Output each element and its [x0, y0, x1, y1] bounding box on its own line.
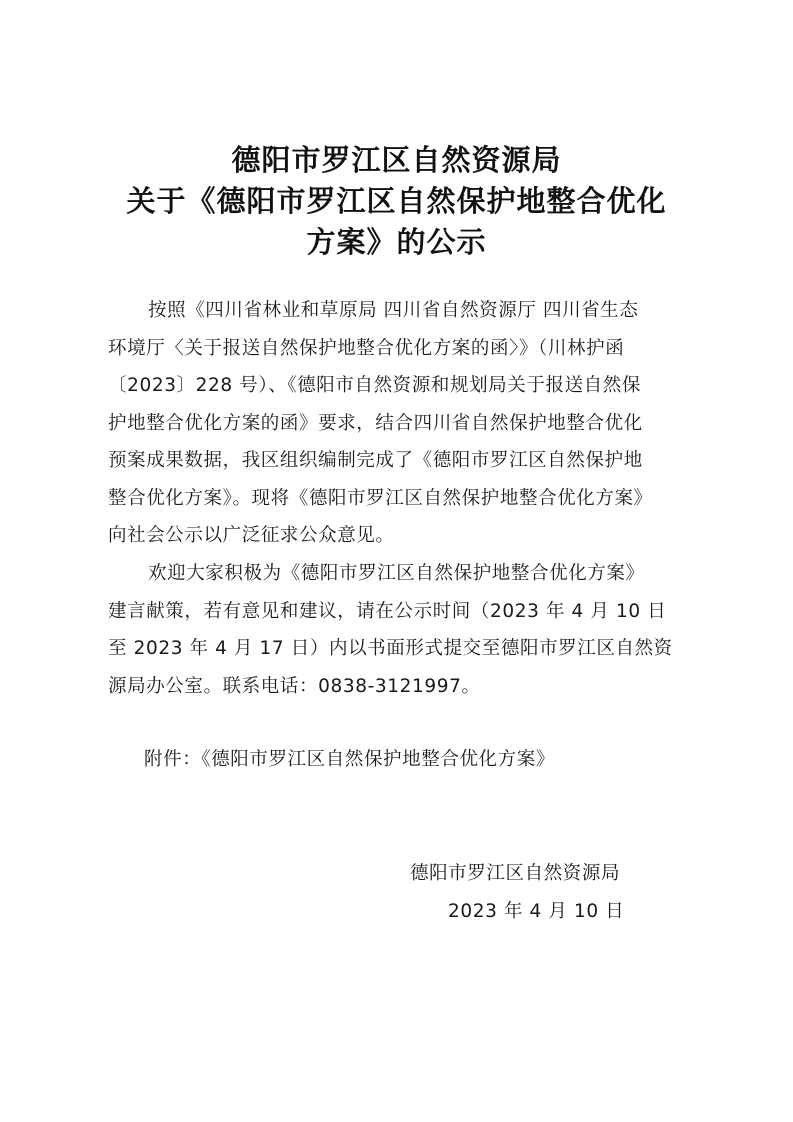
attachment-note: 附件：《德阳市罗江区自然保护地整合优化方案》 [144, 749, 555, 770]
document-title [0, 140, 793, 263]
paragraph-line: 建言献策，若有意见和建议，请在公示时间（2023 年 4 月 10 日 [108, 600, 667, 622]
paragraph-line: 至 2023 年 4 月 17 日）内以书面形式提交至德阳市罗江区自然资 [108, 638, 673, 659]
signature-date: 2023 年 4 月 10 日 [448, 901, 625, 922]
title-line-1: 德阳市罗江区自然资源局 [231, 143, 562, 177]
paragraph-line: 整合优化方案》。现将《德阳市罗江区自然保护地整合优化方案》 [108, 487, 653, 509]
signature-organization: 德阳市罗江区自然资源局 [410, 863, 621, 884]
paragraph-line: 预案成果数据，我区组织编制完成了《德阳市罗江区自然保护地 [108, 450, 643, 471]
paragraph-line: 源局办公室。联系电话：0838-3121997。 [108, 675, 481, 697]
paragraph-line: 〔2023〕228 号）、《德阳市自然资源和规划局关于报送自然保 [108, 375, 641, 396]
paragraph-line: 向社会公示以广泛征求公众意见。 [108, 525, 395, 546]
signature-block [410, 855, 624, 931]
paragraph-invitation [108, 555, 694, 705]
title-line-2: 关于《德阳市罗江区自然保护地整合优化 [126, 184, 667, 218]
paragraph-line: 按照《四川省林业和草原局 四川省自然资源厅 四川省生态 [148, 300, 639, 321]
paragraph-line: 环境厅〈关于报送自然保护地整合优化方案的函〉》（川林护函 [108, 337, 625, 359]
paragraph-basis [108, 292, 694, 555]
paragraph-line: 欢迎大家积极为《德阳市罗江区自然保护地整合优化方案》 [148, 563, 645, 584]
paragraph-line: 护地整合优化方案的函》要求，结合四川省自然保护地整合优化 [108, 412, 643, 434]
title-line-3: 方案》的公示 [306, 225, 487, 259]
